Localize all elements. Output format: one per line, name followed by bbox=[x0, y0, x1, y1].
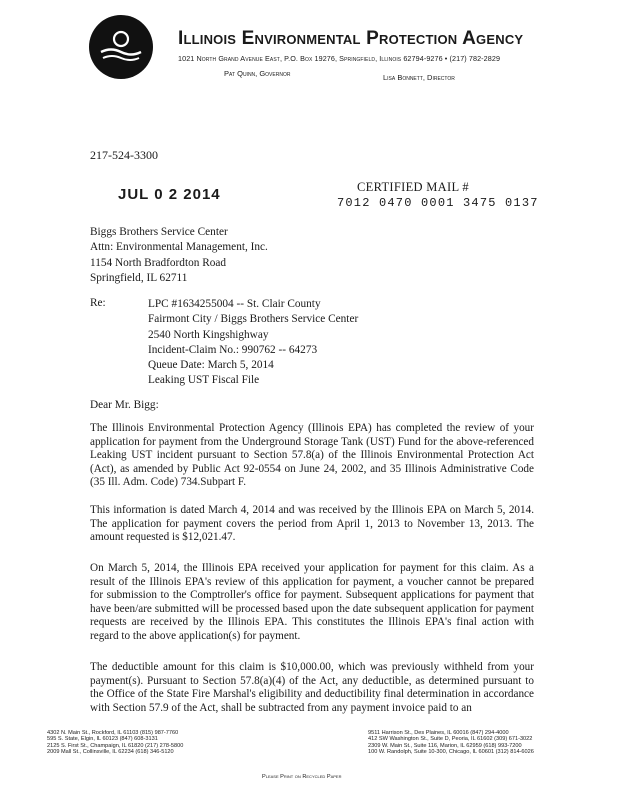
re-label: Re: bbox=[90, 297, 106, 309]
re-line: Leaking UST Fiscal File bbox=[148, 374, 260, 387]
recipient-line: Biggs Brothers Service Center bbox=[90, 226, 228, 238]
agency-name: Illinois Environmental Protection Agency bbox=[178, 28, 524, 49]
footer-office: 9511 Harrison St., Des Plaines, IL 60016 (847) 294-4000 bbox=[368, 730, 509, 736]
re-line: Fairmont City / Biggs Brothers Service Center bbox=[148, 313, 359, 326]
governor-name: Pat Quinn, Governor bbox=[224, 69, 291, 78]
agency-seal-logo bbox=[88, 14, 154, 80]
recipient-line: Attn: Environmental Management, Inc. bbox=[90, 241, 268, 254]
re-line: Incident-Claim No.: 990762 -- 64273 bbox=[148, 343, 318, 356]
agency-address: 1021 North Grand Avenue East, P.O. Box 19276, Springfield, Illinois 62794-9276 • (217) 782-2829 bbox=[178, 54, 501, 63]
footer-office: 2009 Mall St., Collinsville, IL 62234 (618) 346-5120 bbox=[47, 749, 174, 756]
footer-office: 412 SW Washington St., Suite D, Peoria, IL 61602 (309) 671-3022 bbox=[368, 736, 533, 743]
recipient-line: 1154 North Bradfordton Road bbox=[90, 256, 227, 269]
recipient-address bbox=[90, 225, 268, 286]
director-name: Lisa Bonnett, Director bbox=[383, 73, 455, 82]
body-paragraph: The Illinois Environmental Protection Agency (Illinois EPA) has completed the review of your application for payment from the Underground Storage Tank (UST) Fund for the above-referenced Leaking UST incident pursuant to Section 57.8(a) of the Illinois Environmental Protection Act (Act), as amended by Public Act 92-0554 on June 24, 2002, and 35 Illinois Administrative Code (35 Ill. Adm. Code) 734.Subpart F. bbox=[90, 422, 534, 489]
date-stamp: JUL 0 2 2014 bbox=[118, 186, 221, 203]
footer-offices-right bbox=[368, 730, 534, 756]
recipient-line: Springfield, IL 62711 bbox=[90, 271, 188, 284]
re-line: 2540 North Kingshighway bbox=[148, 328, 269, 341]
phone-number: 217-524-3300 bbox=[90, 148, 158, 162]
certified-mail-label: CERTIFIED MAIL # bbox=[357, 180, 469, 194]
footer-office: 595 S. State, Elgin, IL 60123 (847) 608-3131 bbox=[47, 736, 158, 743]
footer-office: 2125 S. First St., Champaign, IL 61820 (217) 278-5800 bbox=[47, 742, 184, 749]
body-paragraph: On March 5, 2014, the Illinois EPA received your application for payment for this claim. As a result of the Illinois EPA's review of this application for payment, a voucher cannot be prepared for submission to the Comptroller's office for payment. Subsequent applications for payment that have been/are submitted will be processed based upon the date subsequent application for payment requests are received by the Illinois EPA. This constitutes the Illinois EPA's final action with regard to the above application(s) for payment. bbox=[90, 562, 534, 642]
footer-office: 100 W. Randolph, Suite 10-300, Chicago, IL 60601 (312) 814-6026 bbox=[368, 749, 534, 756]
footer-office: 4302 N. Main St., Rockford, IL 61103 (815) 987-7760 bbox=[47, 730, 179, 736]
body-paragraph: This information is dated March 4, 2014 and was received by the Illinois EPA on March 5, 2014. The application for payment covers the period from April 1, 2013 to November 13, 2013. The amount requested is $12,021.47. bbox=[90, 504, 534, 544]
certified-mail-number: 7012 0470 0001 3475 0137 bbox=[337, 196, 539, 210]
body-paragraph: The deductible amount for this claim is $10,000.00, which was previously withheld from your payment(s). Pursuant to Section 57.8(a)(4) of the Act, any deductible, as determined pursuant to the Office of the State Fire Marshal's eligibility and deductibility final determination in accordance with Section 57.9 of the Act, shall be subtracted from any payment invoice paid to an bbox=[90, 661, 534, 714]
re-line: LPC #1634255004 -- St. Clair County bbox=[148, 298, 321, 310]
footer-office: 2309 W. Main St., Suite 116, Marion, IL 62959 (618) 993-7200 bbox=[368, 742, 522, 749]
re-block bbox=[148, 297, 358, 389]
footer-offices-left bbox=[47, 730, 183, 756]
salutation: Dear Mr. Bigg: bbox=[90, 399, 159, 411]
re-line: Queue Date: March 5, 2014 bbox=[148, 359, 274, 372]
recycled-paper-note: Please Print on Recycled Paper bbox=[262, 774, 342, 780]
